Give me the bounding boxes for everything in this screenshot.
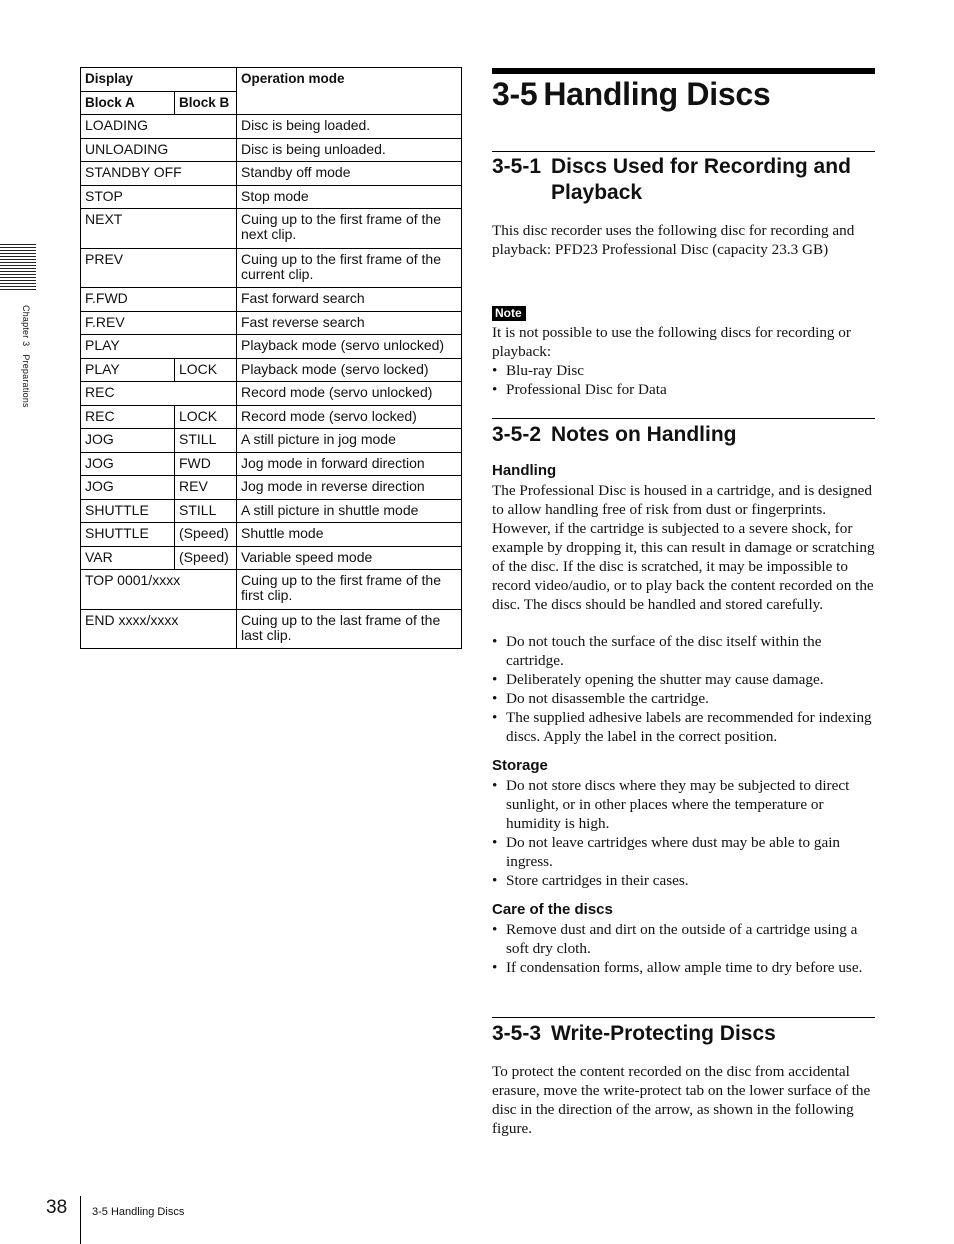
display-cell: PLAY — [81, 335, 237, 359]
block-a-cell: SHUTTLE — [81, 523, 175, 547]
section-title-line2: Playback — [551, 181, 643, 204]
operation-cell: Standby off mode — [237, 162, 462, 186]
table-row — [81, 476, 462, 500]
handling-list-item: • Do not disassemble the cartridge. — [492, 689, 875, 708]
title-number: 3-5 — [492, 76, 538, 112]
table-row — [81, 335, 462, 359]
block-b-cell: LOCK — [175, 358, 237, 382]
operation-cell: Fast reverse search — [237, 311, 462, 335]
block-b-cell: (Speed) — [175, 546, 237, 570]
footer-divider — [80, 1196, 81, 1244]
block-a-cell: PLAY — [81, 358, 175, 382]
block-b-cell: STILL — [175, 499, 237, 523]
care-list-item: • Remove dust and dirt on the outside of a cartridge using a soft dry cloth. — [492, 920, 875, 958]
note-list — [492, 361, 875, 399]
table-row — [81, 570, 462, 610]
storage-list-item: • Store cartridges in their cases. — [492, 871, 875, 890]
table-body — [81, 115, 462, 649]
storage-list-item: • Do not store discs where they may be subjected to direct sunlight, or in other places where the temperature or humidity is high. — [492, 776, 875, 833]
block-b-cell: FWD — [175, 452, 237, 476]
note-block — [492, 304, 875, 399]
block-b-cell: STILL — [175, 429, 237, 453]
display-cell: PREV — [81, 248, 237, 288]
section-rule — [492, 418, 875, 419]
page-title — [492, 76, 770, 113]
chapter-tab-marker — [0, 244, 36, 292]
table-row — [81, 523, 462, 547]
section-title: Notes on Handling — [551, 423, 737, 446]
display-cell: TOP 0001/xxxx — [81, 570, 237, 610]
table-row — [81, 358, 462, 382]
block-b-cell: (Speed) — [175, 523, 237, 547]
page-number: 38 — [46, 1197, 68, 1218]
operation-cell: Record mode (servo unlocked) — [237, 382, 462, 406]
title-bar — [492, 68, 875, 74]
operation-cell: Playback mode (servo locked) — [237, 358, 462, 382]
table-row — [81, 405, 462, 429]
table-row — [81, 185, 462, 209]
operation-cell: Playback mode (servo unlocked) — [237, 335, 462, 359]
block-b-cell: LOCK — [175, 405, 237, 429]
display-cell: F.FWD — [81, 288, 237, 312]
section-number: 3-5-3 — [492, 1022, 542, 1045]
operation-cell: Cuing up to the last frame of the last clip. — [237, 609, 462, 649]
display-cell: LOADING — [81, 115, 237, 139]
block-a-cell: JOG — [81, 452, 175, 476]
handling-list — [492, 632, 875, 746]
operation-cell: Record mode (servo locked) — [237, 405, 462, 429]
footer-section-label: 3-5 Handling Discs — [92, 1206, 185, 1218]
block-b-cell: REV — [175, 476, 237, 500]
table-row — [81, 288, 462, 312]
display-header: Display — [81, 68, 237, 92]
display-cell: REC — [81, 382, 237, 406]
display-cell: STANDBY OFF — [81, 162, 237, 186]
chapter-tab-label — [21, 305, 31, 408]
title-text: Handling Discs — [543, 76, 771, 112]
table-row — [81, 115, 462, 139]
display-cell: F.REV — [81, 311, 237, 335]
care-list-item: • If condensation forms, allow ample time to dry before use. — [492, 958, 875, 977]
chapter-section-label: Preparations — [21, 354, 31, 408]
operation-cell: Disc is being loaded. — [237, 115, 462, 139]
block-a-cell: JOG — [81, 429, 175, 453]
section-body: This disc recorder uses the following disc for recording and playback: PFD23 Professional Disc (capacity 23.3 GB) — [492, 222, 855, 258]
table-row — [81, 138, 462, 162]
section-rule — [492, 151, 875, 152]
section-heading-3-5-1 — [492, 154, 851, 206]
display-mode-table — [80, 67, 462, 649]
table-row — [81, 609, 462, 649]
operation-cell: A still picture in shuttle mode — [237, 499, 462, 523]
handling-heading: Handling — [492, 462, 557, 479]
handling-list-item: • Do not touch the surface of the disc itself within the cartridge. — [492, 632, 875, 670]
note-badge: Note — [492, 306, 526, 321]
section-number: 3-5-2 — [492, 423, 542, 446]
operation-cell: Stop mode — [237, 185, 462, 209]
operation-cell: Cuing up to the first frame of the current clip. — [237, 248, 462, 288]
table-row — [81, 546, 462, 570]
storage-heading: Storage — [492, 757, 548, 774]
operation-cell: Disc is being unloaded. — [237, 138, 462, 162]
note-text: It is not possible to use the following discs for recording or playback: — [492, 324, 851, 360]
operation-cell: Cuing up to the first frame of the first clip. — [237, 570, 462, 610]
table-row — [81, 429, 462, 453]
operation-mode-header: Operation mode — [237, 68, 462, 115]
table-row — [81, 248, 462, 288]
section-heading-3-5-2 — [492, 422, 737, 448]
chapter-label: Chapter 3 — [21, 305, 31, 347]
handling-list-item: • Deliberately opening the shutter may cause damage. — [492, 670, 875, 689]
table-row — [81, 311, 462, 335]
section-heading-3-5-3 — [492, 1021, 776, 1047]
block-a-cell: VAR — [81, 546, 175, 570]
block-b-header: Block B — [175, 91, 237, 115]
operation-cell: Shuttle mode — [237, 523, 462, 547]
storage-list — [492, 776, 875, 890]
operation-cell: Jog mode in reverse direction — [237, 476, 462, 500]
section-title-line1: Discs Used for Recording and — [551, 155, 851, 178]
table-row — [81, 452, 462, 476]
section-title: Write-Protecting Discs — [551, 1022, 776, 1045]
block-a-header: Block A — [81, 91, 175, 115]
operation-cell: Variable speed mode — [237, 546, 462, 570]
handling-list-item: • The supplied adhesive labels are recommended for indexing discs. Apply the label in the correct position. — [492, 708, 875, 746]
table-row — [81, 162, 462, 186]
display-cell: NEXT — [81, 209, 237, 249]
display-cell: STOP — [81, 185, 237, 209]
display-cell: END xxxx/xxxx — [81, 609, 237, 649]
storage-list-item: • Do not leave cartridges where dust may be able to gain ingress. — [492, 833, 875, 871]
section-rule — [492, 1017, 875, 1018]
block-a-cell: JOG — [81, 476, 175, 500]
display-cell: UNLOADING — [81, 138, 237, 162]
care-heading: Care of the discs — [492, 901, 613, 918]
handling-body: The Professional Disc is housed in a cartridge, and is designed to allow handling free of risk from dust or fingerprints. However, if the cartridge is subjected to a severe shock, for example by dropping it, this can result in damage or scratching of the disc. If the disc is scratched, it may be impossible to record video/audio, or to play back the content recorded on the disc. The discs should be handled and stored carefully. — [492, 482, 875, 613]
note-list-item: • Professional Disc for Data — [492, 380, 875, 399]
operation-cell: A still picture in jog mode — [237, 429, 462, 453]
table-row — [81, 499, 462, 523]
operation-cell: Cuing up to the first frame of the next clip. — [237, 209, 462, 249]
block-a-cell: SHUTTLE — [81, 499, 175, 523]
section-body: To protect the content recorded on the disc from accidental erasure, move the write-protect tab on the lower surface of the disc in the direction of the arrow, as shown in the following figure. — [492, 1063, 871, 1137]
section-number: 3-5-1 — [492, 155, 542, 178]
note-list-item: • Blu-ray Disc — [492, 361, 875, 380]
block-a-cell: REC — [81, 405, 175, 429]
table-row — [81, 209, 462, 249]
operation-cell: Jog mode in forward direction — [237, 452, 462, 476]
operation-cell: Fast forward search — [237, 288, 462, 312]
table-row — [81, 382, 462, 406]
care-list — [492, 920, 875, 977]
